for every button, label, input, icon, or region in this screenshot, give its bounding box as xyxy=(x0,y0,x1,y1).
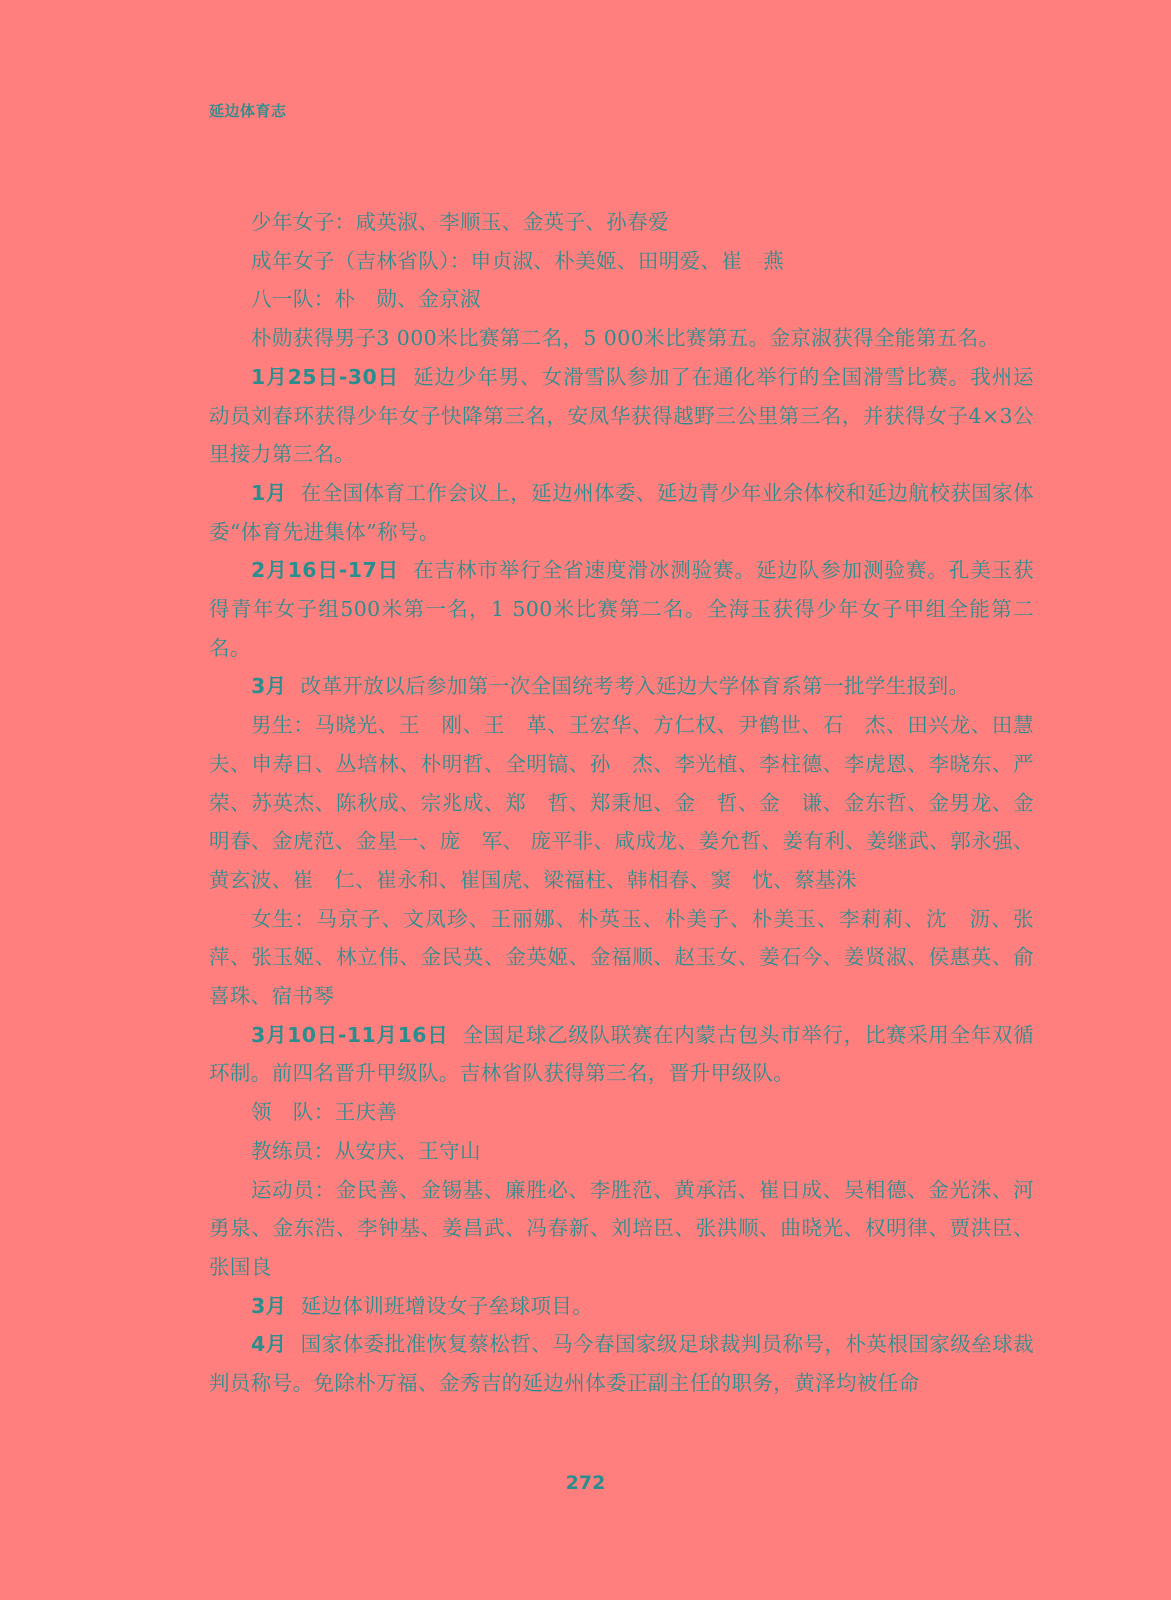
paragraph xyxy=(209,1287,1034,1326)
paragraph-text: 教练员：从安庆、王守山 xyxy=(251,1138,481,1163)
paragraph-text: 全国足球乙级队联赛在内蒙古包头市举行，比赛采用全年双循环制。前四名晋升甲级队。吉林省队获得第三名，晋升甲级队。 xyxy=(209,1022,1034,1086)
paragraph xyxy=(209,203,1034,242)
paragraph xyxy=(209,1325,1034,1402)
paragraph-text: 运动员：金民善、金锡基、廉胜必、李胜范、黄承活、崔日成、吴相德、金光洙、河勇泉、金东浩、李钟基、姜昌武、冯春新、刘培臣、张洪顺、曲晓光、权明律、贾洪臣、张国良 xyxy=(209,1177,1034,1279)
paragraph xyxy=(209,900,1055,1016)
paragraph xyxy=(209,319,1034,358)
paragraph-text: 八一队：朴 勋、金京淑 xyxy=(251,287,481,312)
paragraph xyxy=(209,1093,1034,1132)
entry-date: 4月 xyxy=(251,1332,287,1357)
paragraph xyxy=(209,242,1034,281)
paragraph xyxy=(209,1171,1034,1287)
paragraph xyxy=(209,280,1034,319)
entry-date: 2月16日-17日 xyxy=(251,558,400,583)
paragraph-text: 在全国体育工作会议上，延边州体委、延边青少年业余体校和延边航校获国家体委“体育先进集体”称号。 xyxy=(209,480,1034,544)
entry-date: 1月25日-30日 xyxy=(251,364,400,389)
paragraph-text: 在吉林市举行全省速度滑冰测验赛。延边队参加测验赛。孔美玉获得青年女子组500米第一名，1 500米比赛第二名。全海玉获得少年女子甲组全能第二名。 xyxy=(209,558,1034,660)
paragraph-text: 朴勋获得男子3 000米比赛第二名，5 000米比赛第五。金京淑获得全能第五名。 xyxy=(251,326,1000,351)
paragraph-text: 女生：马京子、文凤珍、王丽娜、朴英玉、朴美子、朴美玉、李莉莉、沈 沥、张 萍、张玉姬、林立伟、金民英、金英姬、金福顺、赵玉女、姜石今、姜贤淑、侯惠英、俞喜珠、宿书琴 xyxy=(209,906,1055,1009)
paragraph-text: 少年女子：咸英淑、李顺玉、金英子、孙春爱 xyxy=(251,210,669,234)
paragraph xyxy=(209,358,1034,474)
paragraph-text: 成年女子（吉林省队）：申贞淑、朴美姬、田明爱、崔 燕 xyxy=(251,248,785,273)
paragraph xyxy=(209,474,1034,551)
paragraph-text: 延边体训班增设女子垒球项目。 xyxy=(300,1293,594,1318)
paragraph-text: 国家体委批准恢复蔡松哲、马今春国家级足球裁判员称号，朴英根国家级垒球裁判员称号。免除朴万福、金秀吉的延边州体委正副主任的职务，黄泽均被任命 xyxy=(209,1332,1034,1396)
paragraph xyxy=(209,1132,1034,1171)
entry-date: 3月 xyxy=(251,1293,287,1318)
paragraph-text: 改革开放以后参加第一次全国统考考入延边大学体育系第一批学生报到。 xyxy=(300,674,970,699)
paragraph-text: 男生：马晓光、王 刚、王 革、王宏华、方仁权、尹鹤世、石 杰、田兴龙、田慧夫、申寿日、丛培林、朴明哲、全明镐、孙 杰、李光植、李柱德、李虎恩、李晓东、严 荣、苏英杰、陈秋成、宗兆成、郑 哲、郑秉旭、金 哲、金 谦、金东哲、金男龙、金明春、金虎范、金星一、庞 军、 庞平非、咸成龙、姜允哲、姜有利、姜继武、郭永强、黄玄波、崔 仁、崔永和、崔国虎、梁福柱、韩相春、窦 忱、蔡基洙 xyxy=(209,713,1055,892)
paragraph xyxy=(209,1016,1034,1093)
entry-date: 1月 xyxy=(251,480,287,505)
entry-date: 3月10日-11月16日 xyxy=(251,1022,449,1047)
paragraph xyxy=(209,551,1034,667)
document-body xyxy=(209,203,1055,1403)
paragraph-text: 延边少年男、女滑雪队参加了在通化举行的全国滑雪比赛。我州运动员刘春环获得少年女子快降第三名，安凤华获得越野三公里第三名，并获得女子4×3公里接力第三名。 xyxy=(209,364,1034,467)
paragraph-text: 领 队：王庆善 xyxy=(251,1100,398,1125)
page-number: 272 xyxy=(565,1472,606,1494)
paragraph xyxy=(209,667,1034,706)
entry-date: 3月 xyxy=(251,674,287,699)
running-header: 延边体育志 xyxy=(209,102,287,120)
paragraph xyxy=(209,706,1055,900)
